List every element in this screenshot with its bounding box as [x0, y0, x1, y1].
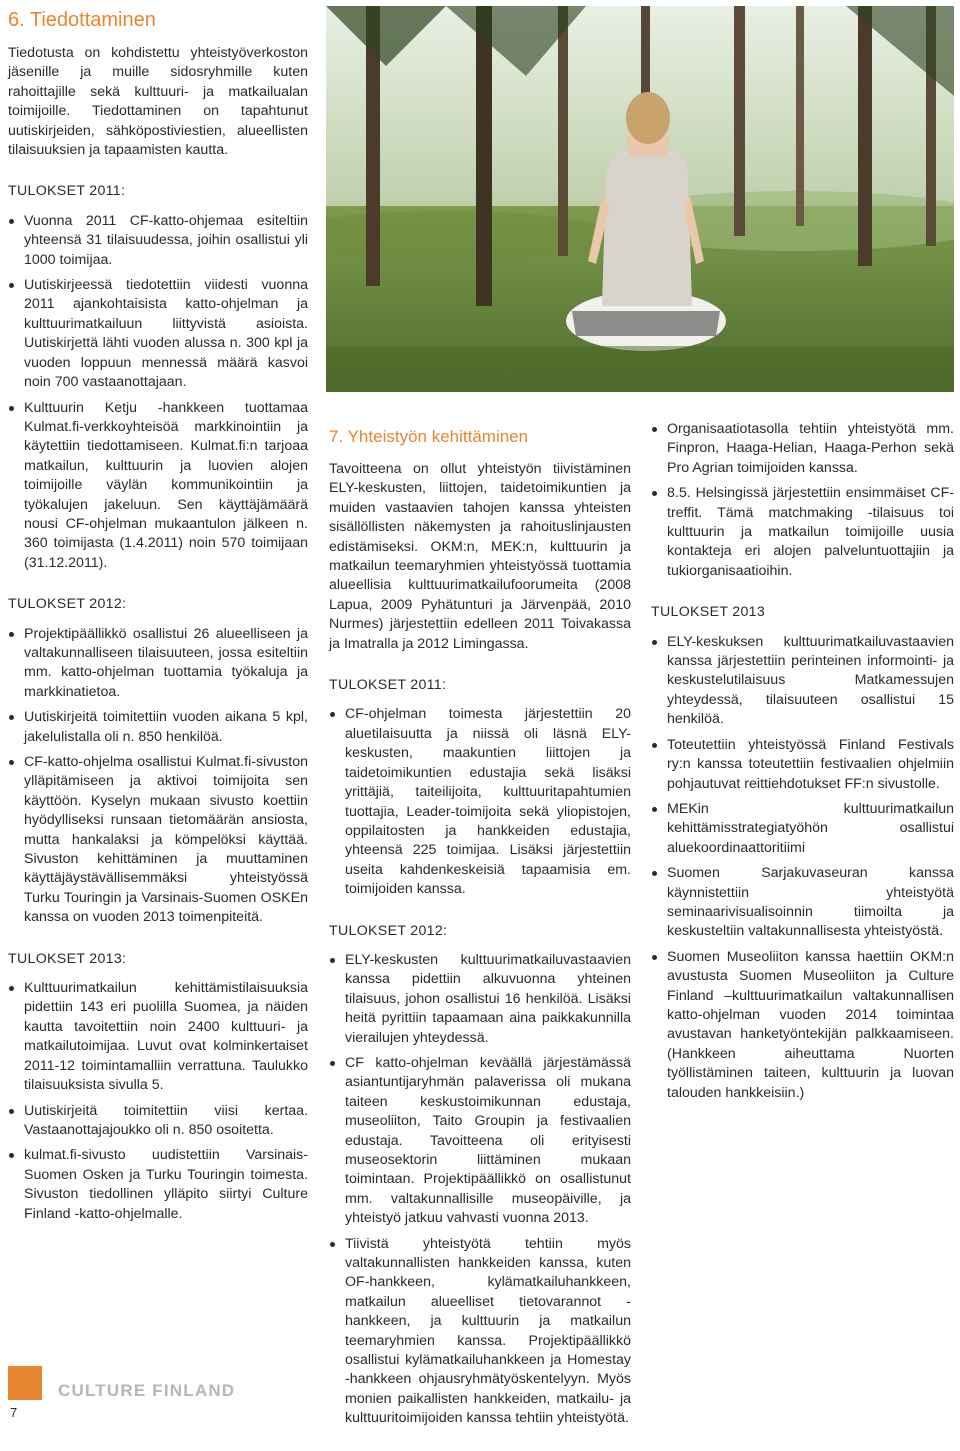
list-item: Suomen Sarjakuvaseuran kanssa käynnistettiin yhteistyötä seminaarivisualisoinnin tiimoilta ja keskusteltiin valtakunnallisesta yhteistyöstä. [651, 864, 954, 942]
results-2013-heading: TULOKSET 2013: [8, 950, 127, 967]
list-item: Suomen Museoliiton kanssa haettiin OKM:n avustusta Suomen Museoliiton ja Culture Finland –kulttuurimatkailun valtakunnallisen katto-ohjelman vuoden 2014 toimintaa avustavan hanketyöntekijän palkkaamiseen. (Hankkeen aiheuttama Nuorten työllistäminen taiteen, kulttuurin ja luovan talouden hankkeisiin.) [651, 948, 954, 1103]
list-item: MEKin kulttuurimatkailun kehittämisstrategiatyöhön osallistui aluekoordinaattoritiimi [651, 800, 954, 858]
results-2012-list-continued [651, 420, 954, 581]
list-item: 8.5. Helsingissä järjestettiin ensimmäiset CF-treffit. Tämä matchmaking -tilaisuus toi kulttuurin ja matkailun toimijoille uusia kontakteja eri alojen palveluntuottajiin ja tukiorganisaatioihin. [651, 484, 954, 581]
results-2011-heading: TULOKSET 2011: [8, 183, 126, 200]
brand-square-logo [8, 1366, 42, 1400]
list-item: Kulttuurimatkailun kehittämistilaisuuksia pidettiin 143 eri puolilla Suomea, ja näiden kautta tavoitettiin noin 2400 kulttuuri- ja matkailutoimijaa. Luvut ovat kolminkertaiset 2011-12 toimintamalliin verrattuna. Taulukko tilaisuuksista sivulla 5. [8, 979, 308, 1095]
section-7-column-continued [651, 420, 954, 1125]
list-item: Tiivistä yhteistyötä tehtiin myös valtakunnallisten hankkeiden kanssa, kuten OF-hankkeen, kylämatkailuhankkeen, matkailun alueelliset tietovarannot -hankkeen, ja kulttuurin ja matkailun teemaryhmien kanssa. Projektipäällikkö osallistui kylämatkailuhankkeen ja Homestay -hankkeen ohjausryhmätyöskentelyyn. Myös monien paikallisten hankkeiden, matkailu- ja kulttuuritoimijoiden kanssa tehtiin yhteistyötä. [329, 1235, 631, 1429]
results-2012-list [329, 951, 631, 1429]
results-2012-heading: TULOKSET 2012: [329, 922, 448, 939]
section-6-column [8, 8, 308, 1246]
results-2011-heading: TULOKSET 2011: [329, 677, 447, 694]
forest-photo-image [326, 6, 954, 392]
results-2011-list [8, 212, 308, 573]
results-2012-list [8, 625, 308, 928]
list-item: ELY-keskuksen kulttuurimatkailuvastaavien kanssa järjestettiin perinteinen informointi- ja keskustelutilaisuus Matkamessujen yhteydessä, tilaisuuteen osallistui 15 henkilöä. [651, 633, 954, 730]
list-item: Uutiskirjeitä toimitettiin vuoden aikana 5 kpl, jakelulistalla oli n. 850 henkilöä. [8, 708, 308, 747]
results-2011-list [329, 705, 631, 899]
list-item: CF katto-ohjelman keväällä järjestämässä asiantuntijaryhmän palaverissa oli mukana taiteen keskustoimikunnan edustaja, museoliiton, Taito Groupin ja festivaalien edustaja. Tavoitteena oli erityisesti museosektorin liittäminen mukaan toimintaan. Projektipäällikkö on osallistunut mm. valtakunnallisille museopäiville, ja yhteistyö jatkuu vahvasti vuonna 2013. [329, 1054, 631, 1229]
forest-photo [326, 6, 954, 392]
section-7-intro: Tavoitteena on ollut yhteistyön tiivistäminen ELY-keskusten, liittojen, taidetoimikuntien ja muiden vastaavien tahojen kanssa yhteisten sisällöllisten näkemysten ja rahoituslinjausten edistämiseksi. OKM:n, MEK:n, kulttuurin ja matkailun teemaryhmien yhteistyössä tuottamia alueellisia kulttuurimatkailufoorumeita (2008 Lapua, 2009 Pyhätunturi ja Järvenpää, 2010 Nurmes) järjestettiin edelleen 2011 Toivakassa ja Imatralla ja 2012 Limingassa. [329, 461, 631, 652]
list-item: Uutiskirjeitä toimitettiin viisi kertaa. Vastaanottajajoukko oli n. 850 osoitetta. [8, 1102, 308, 1141]
section-7-title: 7. Yhteistyön kehittäminen [329, 427, 529, 446]
list-item: Kulttuurin Ketju -hankkeen tuottamaa Kulmat.fi-verkkoyhteisöä markkinointiin ja käytettiin tiedottamiseen. Kulmat.fi:n tarjoaa matkailun, kulttuurin ja luovien alojen toimijoille väylän kommunikointiin ja työkalujen jakeluun. Sen käyttäjämäärä nousi CF-ohjelman mukaantulon jälkeen n. 360 toimijasta (1.4.2011) noin 570 toimijaan (31.12.2011). [8, 399, 308, 574]
list-item: Projektipäällikkö osallistui 26 alueelliseen ja valtakunnalliseen tilaisuuteen, jossa esiteltiin mm. katto-ohjelman tuottamia työkaluja ja markkinatietoa. [8, 625, 308, 703]
list-item: Uutiskirjeessä tiedotettiin viidesti vuonna 2011 ajankohtaisista katto-ohjelman ja kulttuurimatkailuun liittyvistä asioista. Uutiskirjettä lähti vuoden alussa n. 300 kpl ja vuoden loppuun mennessä määrä kasvoi noin 700 vastaanottajaan. [8, 276, 308, 392]
results-2012-heading: TULOKSET 2012: [8, 596, 127, 613]
list-item: Toteutettiin yhteistyössä Finland Festivals ry:n kanssa toteutettiin festivaalien ohjelmiin pohjautuvat reittiehdotukset FF:n sivustolle. [651, 736, 954, 794]
list-item: CF-katto-ohjelma osallistui Kulmat.fi-sivuston ylläpitämiseen ja aktivoi toimijoita sen käyttöön. Kyselyn mukaan sivusto koettiin hyödylliseksi runsaan tietomäärän ansiosta, mutta hankalaksi ja kömpelöksi käyttää. Sivuston kehittäminen ja muuttaminen käyttäjäystävällisemmäksi yhteistyössä Turku Touringin ja Varsinais-Suomen OSKEn kanssa on vuoden 2013 toimenpiteitä. [8, 753, 308, 928]
section-7-column-start [329, 420, 631, 1451]
section-6-intro: Tiedotusta on kohdistettu yhteistyöverkoston jäsenille ja muille sidosryhmille kuten rahoittajille sekä kulttuuri- ja matkailualan toimijoille. Tiedottaminen on tapahtunut uutiskirjeiden, sähköpostiviestien, alueellisten tilaisuuksien ja tapaamisten kautta. [8, 45, 308, 159]
list-item: Organisaatiotasolla tehtiin yhteistyötä mm. Finpron, Haaga-Helian, Haaga-Perhon sekä Pro Agrian toimijoiden kanssa. [651, 420, 954, 478]
list-item: Vuonna 2011 CF-katto-ohjemaa esiteltiin yhteensä 31 tilaisuudessa, joihin osallistui yli 1000 toimijaa. [8, 212, 308, 270]
page-number: 7 [10, 1405, 18, 1420]
brand-name: CULTURE FINLAND [58, 1381, 236, 1400]
section-6-title: 6. Tiedottaminen [8, 9, 156, 31]
list-item: kulmat.fi-sivusto uudistettiin Varsinais-Suomen Osken ja Turku Touringin toimesta. Sivuston tiedollinen ylläpito siirtyi Culture Finland -katto-ohjelmalle. [8, 1146, 308, 1224]
list-item: ELY-keskusten kulttuurimatkailuvastaavien kanssa pidettiin alkuvuonna yhteinen tilaisuus, johon osallistui 16 henkilöä. Lisäksi heitä pyrittiin tapaamaan aina paikkakunnilla vierailujen yhteydessä. [329, 951, 631, 1048]
results-2013-list [651, 633, 954, 1103]
list-item: CF-ohjelman toimesta järjestettiin 20 aluetilaisuutta ja niissä oli läsnä ELY-keskusten, maakuntien liittojen ja taidetoimikuntien edustajia sekä lisäksi yrittäjiä, taiteilijoita, kulttuuritapahtumien tuottajia, Leader-toimijoita sekä yliopistojen, oppilaitosten ja hankkeiden edustajia, yhteensä 225 toimijaa. Lisäksi järjestettiin useita kahdenkeskeisiä tapaamisia em. toimijoiden kanssa. [329, 705, 631, 899]
results-2013-heading: TULOKSET 2013 [651, 604, 766, 621]
results-2013-list [8, 979, 308, 1224]
